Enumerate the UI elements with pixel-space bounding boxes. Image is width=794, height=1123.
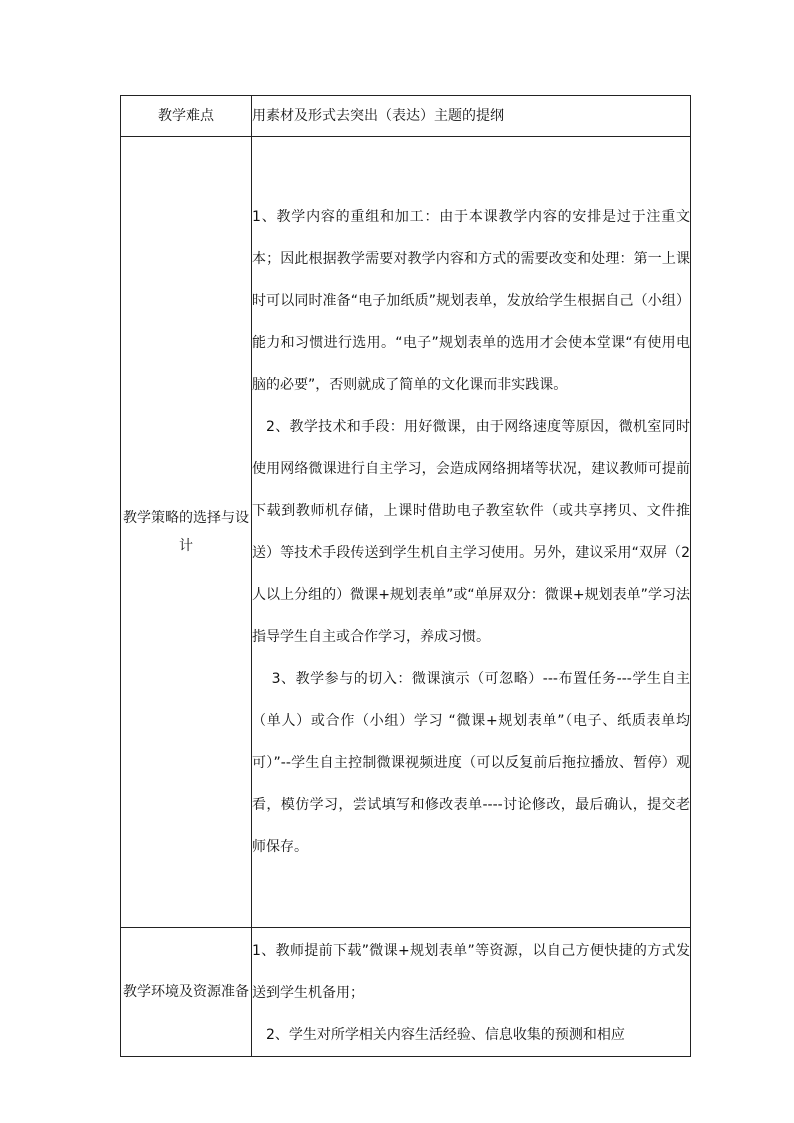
strategy-paragraph-3: 3、教学参与的切入：微课演示（可忽略）---布置任务---学生自主（单人）或合作（小组）学习 “微课+规划表单”（电子、纸质表单均可）”--学生自主控制微课视频进度（可以反复前后拖拉播放、暂停）观看，模仿学习，尝试填写和修改表单----讨论修改，最后确认，提交老师保存。	[252, 671, 690, 855]
row-label-difficulty: 教学难点	[121, 96, 252, 137]
strategy-paragraph-1: 1、教学内容的重组和加工：由于本课教学内容的安排是过于注重文本；因此根据教学需要对教学内容和方式的需要改变和处理：第一上课时可以同时准备“电子加纸质”规划表单，发放给学生根据自己（小组）能力和习惯进行选用。“电子”规划表单的选用才会使本堂课“有使用电脑的必要”，否则就成了简单的文化课而非实践课。	[252, 209, 690, 393]
row-content-difficulty	[252, 96, 691, 137]
difficulty-text: 用素材及形式去突出（表达）主题的提纲	[252, 108, 504, 124]
row-label-environment: 教学环境及资源准备	[121, 928, 252, 1057]
document-table	[120, 95, 691, 1057]
environment-paragraph-2: 2、学生对所学相关内容生活经验、信息收集的预测和相应	[266, 1027, 625, 1043]
strategy-paragraph-2: 2、教学技术和手段：用好微课，由于网络速度等原因，微机室同时使用网络微课进行自主学习，会造成网络拥堵等状况，建议教师可提前下载到教师机存储，上课时借助电子教室软件（或共享拷贝、文件推送）等技术手段传送到学生机自主学习使用。另外，建议采用“双屏（2人以上分组的）微课+规划表单”或“单屏双分：微课+规划表单”学习法指导学生自主或合作学习，养成习惯。	[252, 419, 690, 645]
table-row	[121, 96, 691, 137]
table-row	[121, 928, 691, 1057]
row-content-strategy	[252, 137, 691, 928]
table-row	[121, 137, 691, 928]
environment-paragraph-1: 1、教师提前下载”微课+规划表单”等资源，以自己方便快捷的方式发送到学生机备用；	[252, 943, 690, 1001]
row-content-environment	[252, 928, 691, 1057]
row-label-strategy: 教学策略的选择与设计	[121, 137, 252, 928]
